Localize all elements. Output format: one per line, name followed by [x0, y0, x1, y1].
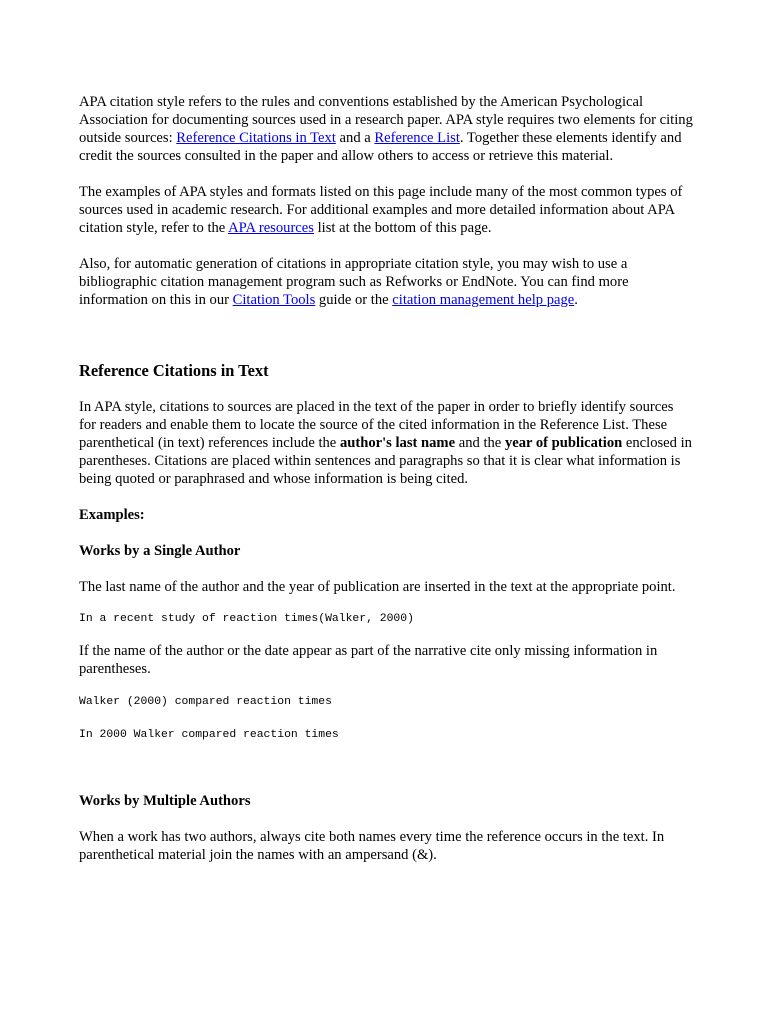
- document-page: [79, 93, 693, 864]
- narrative-note: If the name of the author or the date appear as part of the narrative cite only missing information in parentheses.: [79, 643, 658, 677]
- example-citation-3: In 2000 Walker compared reaction times: [79, 729, 339, 741]
- intro-paragraph-3: [79, 255, 693, 309]
- intro-p1-text-a: APA citation style refers to the rules and conventions established by the American Psychological Association for documenting sources used in a research paper. APA style requires two elements for citing outside sources:: [79, 94, 693, 146]
- section-heading: Reference Citations in Text: [79, 361, 269, 380]
- section-p1-text-b: and the: [455, 435, 505, 451]
- reference-citations-link[interactable]: Reference Citations in Text: [176, 130, 336, 146]
- intro-p1-text-b: and a: [335, 130, 375, 146]
- year-of-publication-bold: year of publication: [504, 435, 623, 451]
- examples-label: Examples:: [79, 507, 145, 523]
- intro-p2-text-a: The examples of APA styles and formats listed on this page include many of the most common types of sources used in academic research. For additional examples and more detailed information about APA citation style, refer to the: [79, 184, 683, 236]
- author-last-name-bold: author's last name: [339, 435, 456, 451]
- intro-p3-text-c: .: [574, 292, 578, 308]
- intro-p2-text-b: list at the bottom of this page.: [313, 220, 492, 236]
- apa-resources-link[interactable]: APA resources: [228, 220, 314, 236]
- multiple-authors-heading: Works by Multiple Authors: [79, 793, 251, 809]
- intro-p3-text-a: Also, for automatic generation of citations in appropriate citation style, you may wish to use a bibliographic citation management program such as Refworks or EndNote. You can find more information on this in our: [79, 256, 629, 308]
- section-p1-text-a: In APA style, citations to sources are placed in the text of the paper in order to briefly identify sources for readers and enable them to locate the source of the cited information in the Reference List. These parenthetical (in text) references include the: [79, 399, 674, 451]
- reference-list-link[interactable]: Reference List: [374, 130, 460, 146]
- intro-p1-text-c: . Together these elements identify and credit the sources consulted in the paper and allow others to access or retrieve this material.: [79, 130, 682, 164]
- single-author-heading: Works by a Single Author: [79, 543, 241, 559]
- example-citation-2: Walker (2000) compared reaction times: [79, 696, 332, 708]
- example-citation-1: In a recent study of reaction times(Walker, 2000): [79, 613, 414, 625]
- section-paragraph-1: [79, 398, 693, 488]
- citation-tools-link[interactable]: Citation Tools: [232, 292, 316, 308]
- intro-p3-text-b: guide or the: [315, 292, 393, 308]
- single-author-description: The last name of the author and the year of publication are inserted in the text at the appropriate point.: [79, 579, 676, 595]
- intro-paragraph-1: [79, 93, 693, 165]
- intro-paragraph-2: [79, 183, 693, 237]
- section-p1-text-c: enclosed in parentheses. Citations are placed within sentences and paragraphs so that it is clear what information is being quoted or paraphrased and whose information is being cited.: [79, 435, 692, 487]
- citation-management-help-link[interactable]: citation management help page: [392, 292, 575, 308]
- multiple-authors-description: When a work has two authors, always cite both names every time the reference occurs in the text. In parenthetical material join the names with an ampersand (&).: [79, 829, 665, 863]
